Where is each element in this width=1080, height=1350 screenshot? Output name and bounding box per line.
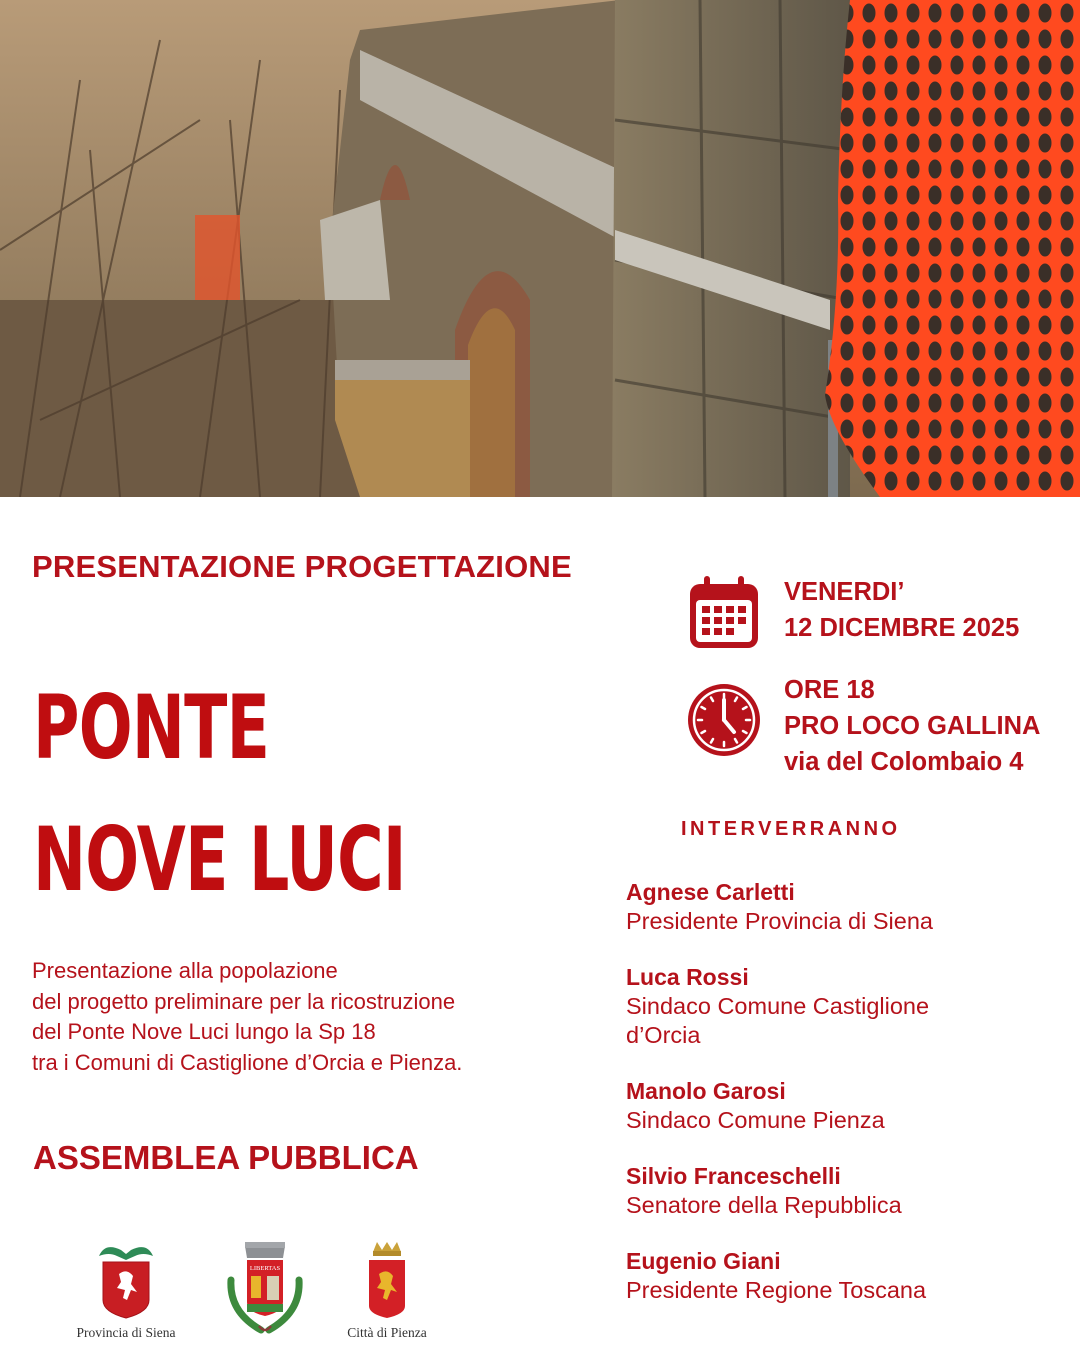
speaker-role: d’Orcia <box>626 1022 701 1048</box>
event-time: ORE 18 <box>784 676 875 704</box>
event-address: via del Colombaio 4 <box>784 748 1024 776</box>
event-date <box>684 574 1019 655</box>
title-line: PONTE <box>33 676 270 779</box>
title-line: NOVE LUCI <box>33 808 406 911</box>
event-day: VENERDI’ <box>784 578 905 606</box>
speaker-item <box>626 878 1066 936</box>
speaker-name: Eugenio Giani <box>626 1248 781 1274</box>
speakers-list <box>626 878 1066 1332</box>
pienza-crest-icon <box>357 1240 417 1320</box>
siena-crest-icon <box>91 1240 161 1320</box>
event-description <box>32 956 462 1078</box>
logo-caption: Città di Pienza <box>347 1325 427 1340</box>
castiglione-crest-icon <box>225 1240 305 1336</box>
logo-citta-pienza <box>332 1240 442 1341</box>
assembly-label: ASSEMBLEA PUBBLICA <box>33 1139 419 1176</box>
speaker-item <box>626 1077 1066 1135</box>
event-title <box>33 662 406 926</box>
logo-caption: Provincia di Siena <box>76 1325 176 1340</box>
partner-logos <box>60 1240 460 1344</box>
speaker-name: Agnese Carletti <box>626 879 795 905</box>
description-line: Presentazione alla popolazione <box>32 958 338 983</box>
calendar-icon <box>684 574 764 655</box>
clock-icon <box>684 672 764 761</box>
speaker-role: Sindaco Comune Pienza <box>626 1107 885 1133</box>
event-kicker: PRESENTAZIONE PROGETTAZIONE <box>32 549 572 584</box>
description-line: tra i Comuni di Castiglione d’Orcia e Pienza. <box>32 1049 463 1075</box>
logo-castiglione-orcia <box>225 1240 305 1341</box>
speaker-role: Presidente Provincia di Siena <box>626 908 933 934</box>
speaker-item <box>626 1247 1066 1305</box>
description-line: del Ponte Nove Luci lungo la Sp 18 <box>32 1019 376 1044</box>
speaker-role: Senatore della Repubblica <box>626 1192 902 1218</box>
speakers-heading: INTERVERRANNO <box>681 818 901 840</box>
speaker-name: Silvio Franceschelli <box>626 1163 841 1189</box>
event-venue: PRO LOCO GALLINA <box>784 712 1041 740</box>
speaker-item <box>626 963 1066 1050</box>
speaker-name: Luca Rossi <box>626 964 749 990</box>
crest-motto: LIBERTAS <box>249 1265 281 1272</box>
speaker-role: Sindaco Comune Castiglione <box>626 993 930 1019</box>
speaker-name: Manolo Garosi <box>626 1078 786 1104</box>
speaker-item <box>626 1162 1066 1220</box>
event-place <box>684 672 1040 780</box>
logo-provincia-siena <box>66 1240 186 1341</box>
event-date-value: 12 DICEMBRE 2025 <box>784 614 1020 642</box>
bridge-photo <box>0 0 1080 497</box>
speaker-role: Presidente Regione Toscana <box>626 1277 927 1303</box>
description-line: del progetto preliminare per la ricostruzione <box>32 988 456 1014</box>
